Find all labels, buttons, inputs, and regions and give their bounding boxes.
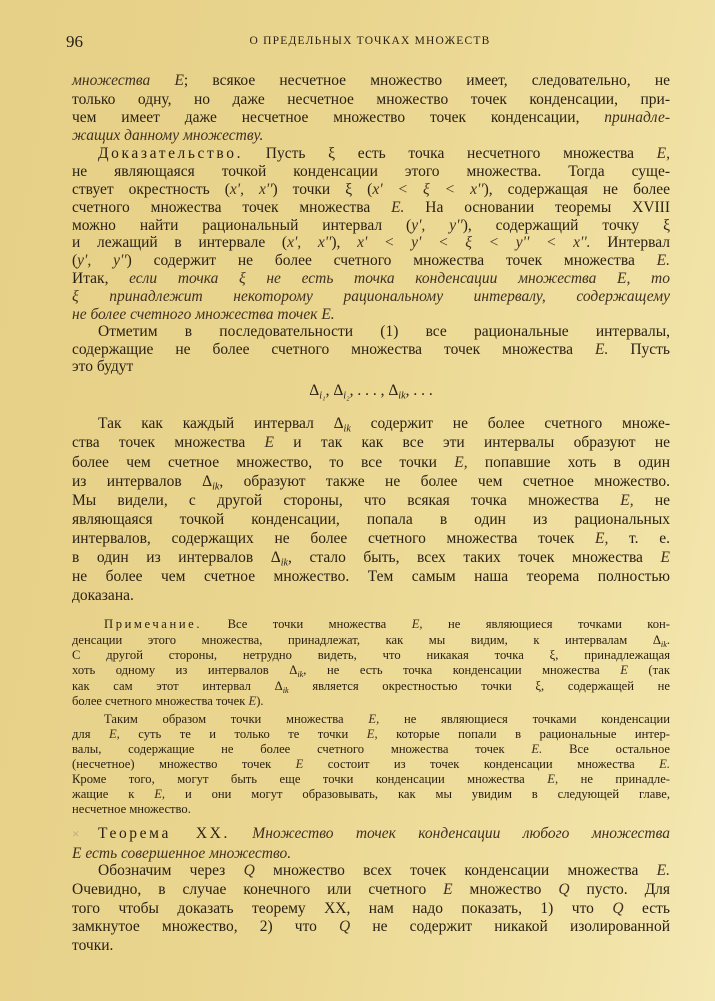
text-line: [72, 568, 670, 587]
subscript: ik: [282, 685, 289, 695]
text-line: [72, 787, 670, 802]
text-run: более чем счетное множество, то все точки: [72, 453, 455, 471]
text-run: хоть одному из интервалов Δ: [72, 663, 298, 678]
italic-text: множества E: [72, 72, 184, 90]
italic-text: E,: [594, 529, 609, 547]
text-run: состоит из точек конденсации множества: [303, 757, 660, 772]
text-run: Таким образом точки множества: [104, 712, 369, 727]
text-run: , образуют также не более чем счетное множество.: [219, 472, 670, 490]
text-line: [72, 587, 670, 606]
text-run: Очевидно, в случае конечного или счетного: [72, 880, 444, 898]
text-run: ), содержащая не более: [483, 180, 670, 198]
italic-text: Множество точек конденсации любого множества: [252, 825, 670, 843]
text-run: попавшие хоть в один: [467, 453, 670, 471]
text-run: Кроме того, могут быть еще точки конденсации множества: [72, 772, 548, 787]
italic-text: E,: [620, 491, 634, 509]
text-run: это будут: [72, 358, 134, 376]
subscript: ik: [280, 557, 289, 569]
text-run: не более чем счетное множество. Тем самым наша теорема полностью: [72, 568, 670, 586]
text-line: [72, 382, 670, 406]
text-run: Δ: [309, 382, 320, 400]
text-run: суть те и только те точки: [119, 727, 367, 742]
text-run: (несчетное) множество точек: [72, 757, 296, 772]
text-line: [72, 288, 670, 307]
text-line: [98, 862, 670, 881]
text-line: [72, 454, 670, 473]
text-line: [72, 199, 670, 218]
italic-text: E,: [108, 727, 120, 742]
text-line: [72, 511, 670, 530]
italic-text: если точка ξ не есть точка конденсации множества E, то: [129, 269, 670, 287]
text-run: интервалов, содержащих не более счетного множества точек: [72, 529, 595, 547]
text-run: Мы видели, с другой стороны, что всякая точка множества: [72, 491, 621, 509]
text-run: Так как каждый интервал Δ: [98, 415, 344, 433]
text-run: (так: [627, 663, 670, 678]
text-run: не содержит никакой изолированной: [350, 918, 670, 936]
text-run: и они могут образовывать, как мы увидим в следующей главе,: [165, 787, 670, 802]
italic-text: не более счетного множества точек E.: [72, 305, 335, 323]
spaced-heading: Доказательство.: [98, 145, 244, 163]
italic-text: E.: [656, 252, 670, 270]
text-line: [72, 127, 670, 146]
text-line: [72, 694, 670, 709]
text-line: [72, 270, 670, 289]
subscript: i₁: [319, 390, 326, 402]
text-line: [72, 306, 670, 325]
text-line: [72, 772, 670, 787]
text-run: ) точки ξ (: [272, 180, 373, 198]
text-run: ; всякое несчетное множество имеет, следовательно, не: [183, 72, 670, 90]
italic-text: E,: [366, 727, 378, 742]
subscript: i₂: [343, 390, 350, 402]
subscript: ik: [297, 670, 304, 680]
spaced-heading: Теорема XX.: [98, 825, 230, 843]
text-run: Все точки множества: [202, 617, 412, 632]
italic-text: E.: [656, 862, 670, 880]
italic-text: E,: [656, 145, 670, 163]
italic-text: E,: [547, 772, 559, 787]
italic-text: E: [248, 694, 257, 709]
italic-text: ξ принадлежит некоторому рациональному интервалу, содержащему: [72, 287, 670, 305]
text-line: [72, 881, 670, 900]
text-line: [72, 341, 670, 360]
text-run: ) содержит не более счетного множества точек множества: [126, 252, 657, 270]
italic-text: E,: [411, 617, 423, 632]
text-run: Пусть: [608, 340, 670, 358]
italic-text: E: [443, 880, 453, 898]
text-run: только одну, но даже несчетное множество точек конденсации, при-: [72, 90, 670, 108]
text-run: С другой стороны, нетрудно видеть, что никакая точка ξ, принадлежащая: [72, 647, 670, 662]
text-line: [72, 742, 670, 757]
italic-text: E.: [391, 198, 405, 216]
text-line: [72, 937, 670, 956]
text-run: ).: [256, 694, 264, 709]
text-run: пусто. Для: [569, 880, 671, 898]
italic-text: E,: [154, 787, 166, 802]
text-run: , Δ: [325, 382, 344, 400]
text-run: , не есть точка конденсации множества: [303, 663, 621, 678]
text-line: [72, 727, 670, 742]
italic-text: E: [295, 757, 304, 772]
text-run: есть: [623, 899, 670, 917]
text-run: для: [72, 727, 109, 742]
text-run: множество всех точек конденсации множества: [254, 862, 657, 880]
text-run: не принадле-: [558, 772, 670, 787]
text-run: содержит не более счетного множе-: [350, 415, 670, 433]
text-line: [72, 91, 670, 110]
italic-text: E,: [368, 712, 380, 727]
text-line: [72, 181, 670, 200]
text-run: ствует окрестность (: [72, 180, 230, 198]
text-line: [72, 109, 670, 128]
text-run: , . . . , Δ: [349, 382, 399, 400]
text-line: [72, 252, 670, 271]
italic-text: Q: [339, 918, 351, 936]
text-line: [72, 900, 670, 919]
text-line: [72, 217, 670, 236]
italic-text: E.: [659, 757, 670, 772]
text-run: Итак,: [72, 269, 130, 287]
spaced-heading: Примечание.: [104, 617, 203, 632]
text-run: являющаяся точкой конденсации, попала в один из рациональных: [72, 510, 670, 528]
text-line: [72, 358, 670, 377]
page-number: 96: [66, 32, 83, 51]
text-line: [72, 757, 670, 772]
text-line: [98, 145, 670, 164]
italic-text: y', y'': [411, 216, 463, 234]
text-run: .: [666, 632, 670, 647]
italic-text: E есть совершенное множество.: [72, 845, 292, 863]
italic-text: x', x'': [287, 234, 332, 252]
italic-text: жащих данному множеству.: [72, 126, 264, 144]
italic-text: E: [264, 434, 274, 452]
text-run: содержащие не более счетного множества точек множества: [72, 340, 595, 358]
italic-text: принадле-: [604, 108, 670, 126]
text-run: Пусть ξ есть точка несчетного множества: [243, 145, 657, 163]
text-run: , . . .: [405, 382, 433, 400]
text-run: ),: [331, 234, 358, 252]
text-run: чем имеет даже несчетное множество точек конденсации,: [72, 108, 605, 126]
text-run: доказана.: [72, 587, 134, 605]
text-line: [72, 918, 670, 937]
text-run: и лежащий в интервале (: [72, 234, 288, 252]
text-run: множество: [452, 880, 559, 898]
text-run: жащие к: [72, 787, 155, 802]
italic-text: y', y'': [77, 252, 127, 270]
italic-text: E: [620, 663, 628, 678]
text-run: счетного множества точек множества: [72, 198, 392, 216]
text-run: является окрестностью точки ξ, содержащей не: [288, 678, 670, 693]
running-title: О ПРЕДЕЛЬНЫХ ТОЧКАХ МНОЖЕСТВ: [249, 35, 491, 47]
text-line: [72, 72, 670, 91]
text-line: [104, 712, 670, 727]
text-run: более счетного множества точек: [72, 694, 249, 709]
text-line: [98, 323, 670, 342]
text-line: [72, 163, 670, 182]
text-run: замкнутое множество, 2) что: [72, 918, 340, 936]
text-run: не являющиеся точками кон-: [422, 617, 670, 632]
text-line: [72, 648, 670, 663]
subscript: ik: [398, 390, 406, 402]
text-line: [98, 825, 670, 844]
text-run: не являющаяся точкой конденсации этого множества. Тогда суще-: [72, 163, 670, 181]
italic-text: E: [660, 549, 670, 567]
text-run: того чтобы доказать теорему XX, нам надо показать, 1) что: [72, 899, 613, 917]
text-run: которые попали в рациональные интер-: [377, 727, 670, 742]
text-run: точки.: [72, 936, 114, 954]
italic-text: x', x'': [229, 180, 273, 198]
text-run: На основании теоремы XVIII: [404, 198, 670, 216]
italic-text: Q: [612, 899, 624, 917]
subscript: ik: [660, 639, 667, 649]
italic-text: E.: [531, 742, 543, 757]
text-run: Отметим в последовательности (1) все рациональные интервалы,: [98, 323, 670, 341]
text-run: можно найти рациональный интервал (: [72, 216, 412, 234]
text-run: как сам этот интервал Δ: [72, 678, 283, 693]
text-run: ), содержащий точку ξ: [462, 216, 670, 234]
text-run: несчетное множество.: [72, 802, 191, 817]
text-run: Обозначим через: [98, 862, 244, 880]
text-line: [72, 434, 670, 453]
text-run: и так как все эти интервалы образуют не: [274, 434, 670, 452]
text-run: не являющиеся точками конденсации: [379, 712, 670, 727]
text-run: валы, содержащие не более счетного множества точек: [72, 742, 532, 757]
subscript: ik: [343, 423, 351, 435]
text-run: денсации этого множества, принадлежат, как мы видим, к интервалам Δ: [72, 632, 661, 647]
italic-text: Q: [243, 862, 255, 880]
text-run: Интервал: [590, 234, 670, 252]
subscript: ik: [212, 481, 220, 493]
italic-text: x' < ξ < x'': [372, 180, 484, 198]
margin-mark: ×: [72, 826, 80, 841]
text-line: [72, 492, 670, 511]
text-run: не: [633, 491, 670, 509]
text-line: [72, 802, 670, 817]
text-line: [72, 530, 670, 549]
text-run: Все остальное: [542, 742, 670, 757]
italic-text: E.: [595, 340, 609, 358]
text-run: (: [72, 252, 78, 270]
italic-text: x' < y' < ξ < y'' < x''.: [357, 234, 591, 252]
text-line: [72, 234, 670, 253]
text-run: ства точек множества: [72, 434, 265, 452]
text-line: [72, 845, 670, 864]
text-line: [104, 617, 670, 632]
text-run: [230, 825, 252, 842]
text-run: т. е.: [608, 529, 670, 547]
text-run: в один из интервалов Δ: [72, 549, 281, 567]
italic-text: Q: [558, 880, 570, 898]
text-run: , стало быть, всех таких точек множества: [288, 549, 661, 567]
text-run: из интервалов Δ: [72, 472, 213, 490]
italic-text: E,: [454, 453, 468, 471]
